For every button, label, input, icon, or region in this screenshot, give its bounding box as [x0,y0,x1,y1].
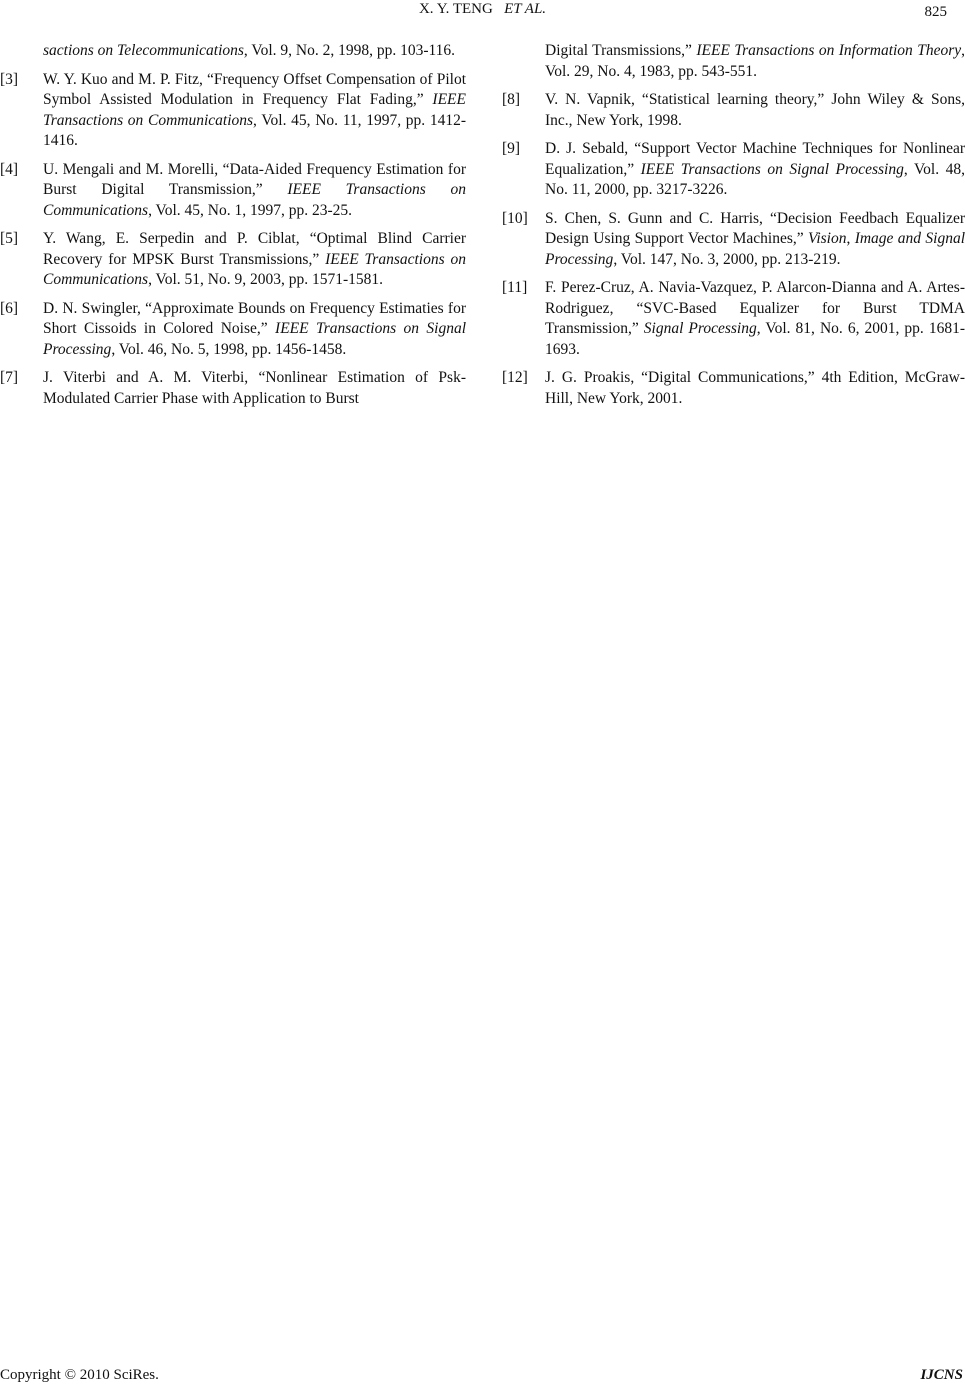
reference-venue: Vision [808,230,847,247]
reference-segment: , Vol. 81, No. 6, 2001, pp. 1681-1693. [545,320,965,358]
page-footer [0,1364,965,1386]
reference-segment: D. J. Sebald, “Support Vector Machine Techniques for Nonlinear Equalization,” [545,140,965,178]
reference-venue: IEEE Transactions on Communications [43,250,466,288]
reference-segment: , Vol. 9, No. 2, 1998, pp. 103-116. [243,42,456,59]
reference-number: [7] [0,369,19,386]
reference-entry [0,229,466,291]
reference-number: [3] [0,70,19,88]
reference-venue: IEEE Transactions on Signal Processing [640,160,904,178]
reference-venue: IEEE Transactions on Communications [43,91,466,129]
reference-number: [8] [502,91,521,108]
reference-segment: , [846,230,855,247]
reference-text [43,70,466,152]
right-column-references [502,41,965,417]
reference-text [545,90,965,131]
reference-segment: , Vol. 147, No. 3, 2000, pp. 213-219. [613,250,841,268]
reference-segment: W. Y. Kuo and M. P. Fitz, “Frequency Offset Compensation of Pilot Symbol Assisted Modulation in Frequency Flat Fading,” [43,70,466,108]
running-header [0,0,965,18]
header-et-al: ET AL. [504,1,547,17]
reference-segment: , Vol. 29, No. 4, 1983, pp. 543-551. [545,42,965,80]
reference-text [545,41,965,82]
reference-segment: S. Chen, S. Gunn and C. Harris, “Decision Feedbach Equalizer Design Using Support Vector Machines,” [545,209,965,247]
reference-text [545,209,965,271]
reference-entry [0,70,466,152]
footer-copyright: Copyright © 2010 SciRes. [0,1367,159,1383]
reference-segment: , Vol. 45, No. 1, 1997, pp. 23-25. [148,201,353,219]
page-number: 825 [924,4,947,20]
reference-segment: , Vol. 45, No. 11, 1997, pp. 1412-1416. [43,111,466,149]
reference-segment: Y. Wang, E. Serpedin and P. Ciblat, “Optimal Blind Carrier Recovery for MPSK Burst Transmissions,” [43,230,466,268]
reference-text [43,299,466,361]
reference-text [43,368,466,409]
reference-text [43,160,466,222]
reference-number: [11] [502,279,528,296]
reference-segment: J. G. Proakis, “Digital Communications,” 4th Edition, McGraw-Hill, New York, 2001. [545,369,965,407]
reference-entry [502,41,965,82]
reference-segment: , Vol. 51, No. 9, 2003, pp. 1571-1581. [148,271,384,288]
reference-segment: Digital Transmissions,” [545,42,697,59]
footer-journal: IJCNS [920,1367,963,1383]
reference-entry [502,368,965,409]
reference-segment: , Vol. 48, No. 11, 2000, pp. 3217-3226. [545,160,965,198]
reference-text [545,278,965,360]
reference-text [43,229,466,291]
reference-number: [4] [0,160,19,178]
reference-entry [0,41,466,62]
reference-segment: U. Mengali and M. Morelli, “Data-Aided Frequency Estimation for Burst Digital Transmission,” [43,160,466,198]
header-author: X. Y. TENG [418,1,493,17]
reference-number: [12] [502,369,528,386]
left-column-references [0,41,466,417]
reference-segment: J. Viterbi and A. M. Viterbi, “Nonlinear Estimation of Psk-Modulated Carrier Phase with Application to Burst [43,369,466,407]
reference-entry [0,299,466,361]
reference-entry [502,278,965,360]
reference-text [43,41,466,62]
reference-venue: sactions on Telecommunications [43,42,244,59]
reference-venue: Signal Processing [643,320,757,337]
reference-venue: Image and Signal Processing [545,230,965,268]
reference-segment: V. N. Vapnik, “Statistical learning theory,” John Wiley & Sons, Inc., New York, 1998. [545,91,965,129]
reference-venue: IEEE Transactions on Communications [43,181,467,219]
reference-text [545,139,965,201]
reference-entry [502,209,965,271]
reference-entry [0,368,466,409]
reference-segment: D. N. Swingler, “Approximate Bounds on Frequency Estimaties for Short Cissoids in Colored Noise,” [43,299,466,337]
reference-number: [5] [0,230,19,247]
reference-number: [9] [502,140,521,157]
reference-venue: IEEE Transactions on Information Theory [696,42,962,59]
reference-segment: F. Perez-Cruz, A. Navia-Vazquez, P. Alarcon-Dianna and A. Artes-Rodriguez, “SVC-Based Equalizer for Burst TDMA Transmission,” [545,279,965,337]
reference-venue: IEEE Transactions on Signal Processing [43,320,466,358]
reference-number: [6] [0,299,19,317]
reference-entry [502,139,965,201]
reference-entry [0,160,466,222]
reference-segment: , Vol. 46, No. 5, 1998, pp. 1456-1458. [111,340,347,358]
reference-text [545,368,965,409]
reference-entry [502,90,965,131]
reference-number: [10] [502,209,528,227]
